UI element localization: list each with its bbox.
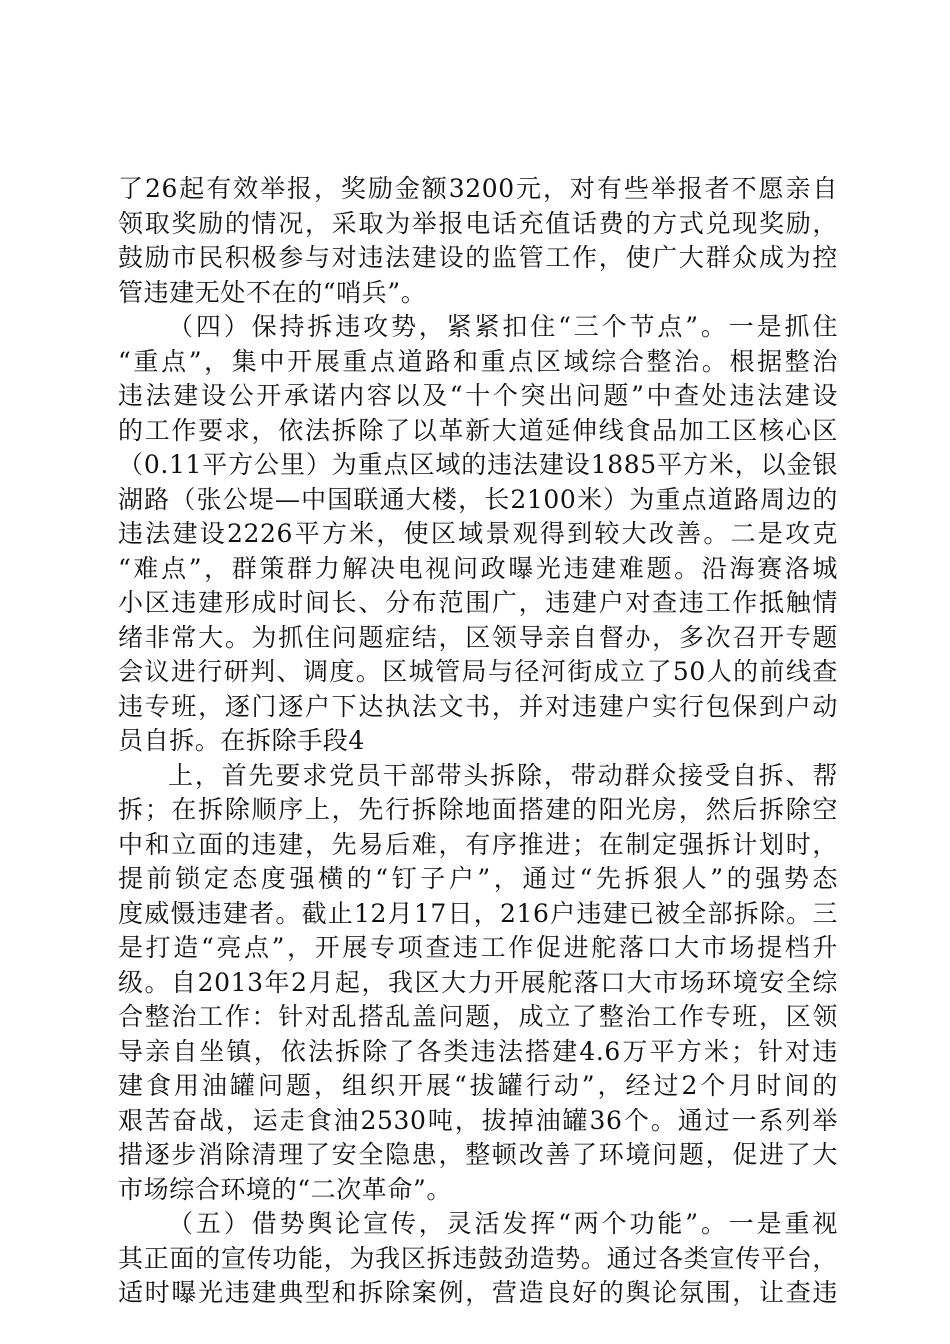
text-line: 提前锁定态度强横的“钉子户”，通过“先拆狠人”的强势态 — [118, 864, 838, 893]
text-line: 小区违建形成时间长、分布范围广，违建户对查违工作抵触情 — [118, 588, 838, 617]
text-line: 违法建设公开承诺内容以及“十个突出问题”中查处违法建设 — [118, 381, 838, 410]
text-line: 绪非常大。为抓住问题症结，区领导亲自督办，多次召开专题 — [118, 622, 838, 652]
body-text — [118, 172, 838, 1311]
text-line: 鼓励市民积极参与对违法建设的监管工作，使广大群众成为控 — [118, 243, 838, 272]
text-line: 度威慑违建者。截止12月17日，216户违建已被全部拆除。三 — [118, 898, 838, 928]
text-line: 措逐步消除清理了安全隐患，整顿改善了环境问题，促进了大 — [118, 1140, 838, 1169]
text-line: 其正面的宣传功能，为我区拆违鼓劲造势。通过各类宣传平台， — [118, 1243, 838, 1273]
text-line: 建食用油罐问题，组织开展“拔罐行动”，经过2个月时间的 — [118, 1071, 838, 1100]
text-line: 合整治工作：针对乱搭乱盖问题，成立了整治工作专班，区领 — [118, 1002, 838, 1031]
text-line: 了26起有效举报，奖励金额3200元，对有些举报者不愿亲自 — [118, 174, 838, 203]
text-line: 上，首先要求党员干部带头拆除，带动群众接受自拆、帮 — [168, 760, 838, 790]
text-line: 违法建设2226平方米，使区域景观得到较大改善。二是攻克 — [118, 519, 838, 548]
text-line: 的工作要求，依法拆除了以革新大道延伸线食品加工区核心区 — [118, 415, 838, 445]
text-line: 适时曝光违建典型和拆除案例，营造良好的舆论氛围，让查违 — [118, 1278, 838, 1307]
text-line: 违专班，逐门逐户下达执法文书，并对违建户实行包保到户动 — [118, 691, 838, 721]
text-line: 员自拆。在拆除手段4 — [118, 726, 365, 755]
text-line: （0.11平方公里）为重点区域的违法建设1885平方米，以金银 — [118, 450, 838, 479]
text-line: 会议进行研判、调度。区城管局与径河街成立了50人的前线查 — [118, 657, 838, 686]
text-line: “难点”，群策群力解决电视问政曝光违建难题。沿海赛洛城 — [118, 553, 838, 583]
text-line: 导亲自坐镇，依法拆除了各类违法搭建4.6万平方米；针对违 — [118, 1036, 838, 1066]
text-line: 中和立面的违建，先易后难，有序推进；在制定强拆计划时， — [118, 829, 838, 859]
text-line: （五）借势舆论宣传，灵活发挥“两个功能”。一是重视 — [168, 1209, 838, 1238]
text-line: 艰苦奋战，运走食油2530吨，拔掉油罐36个。通过一系列举 — [118, 1105, 838, 1135]
text-line: 管违建无处不在的“哨兵”。 — [118, 277, 427, 307]
text-line: 湖路（张公堤—中国联通大楼，长2100米）为重点道路周边的 — [118, 484, 838, 514]
text-line: “重点”，集中开展重点道路和重点区域综合整治。根据整治 — [118, 346, 838, 376]
text-line: 领取奖励的情况，采取为举报电话充值话费的方式兑现奖励， — [118, 208, 838, 238]
text-line: 市场综合环境的“二次革命”。 — [118, 1174, 452, 1204]
text-line: 拆；在拆除顺序上，先行拆除地面搭建的阳光房，然后拆除空 — [118, 795, 838, 824]
text-line: 级。自2013年2月起，我区大力开展舵落口大市场环境安全综 — [118, 967, 838, 997]
text-line: 是打造“亮点”，开展专项查违工作促进舵落口大市场提档升 — [118, 933, 838, 962]
text-line: （四）保持拆违攻势，紧紧扣住“三个节点”。一是抓住 — [168, 312, 838, 341]
